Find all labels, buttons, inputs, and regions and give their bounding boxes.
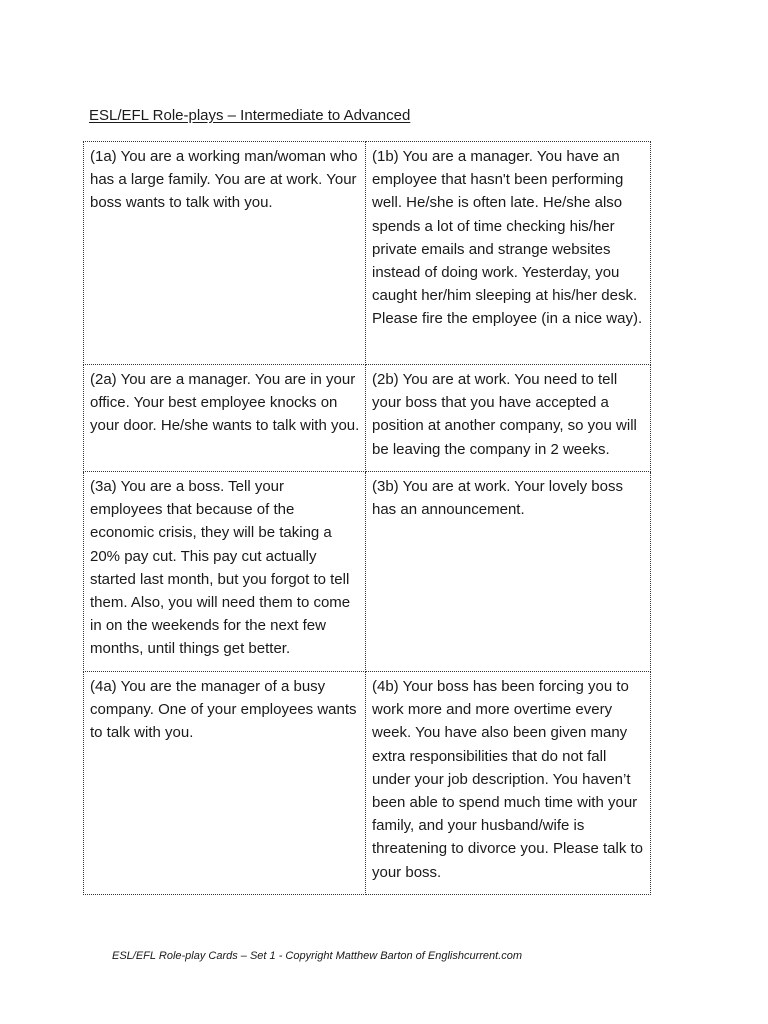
card-row-1 <box>84 142 651 365</box>
card-2b: (2b) You are at work. You need to tell your boss that you have accepted a position at another company, so you will be leaving the company in 2 weeks. <box>366 365 651 472</box>
page-title: ESL/EFL Role-plays – Intermediate to Advanced <box>89 107 411 124</box>
card-3a: (3a) You are a boss. Tell your employees that because of the economic crisis, they will be taking a 20% pay cut. This pay cut actually started last month, but you forgot to tell them. Also, you will need them to come in on the weekends for the next few months, until things get better. <box>84 472 366 672</box>
card-row-2 <box>84 365 651 472</box>
card-2a: (2a) You are a manager. You are in your office. Your best employee knocks on your door. He/she wants to talk with you. <box>84 365 366 472</box>
card-row-4 <box>84 672 651 895</box>
card-row-3 <box>84 472 651 672</box>
card-1a: (1a) You are a working man/woman who has a large family. You are at work. Your boss wants to talk with you. <box>84 142 366 365</box>
card-3b: (3b) You are at work. Your lovely boss has an announcement. <box>366 472 651 672</box>
card-4b: (4b) Your boss has been forcing you to work more and more overtime every week. You have also been given many extra responsibilities that do not fall under your job description. You haven’t been able to spend much time with your family, and your husband/wife is threatening to divorce you. Please talk to your boss. <box>366 672 651 895</box>
card-1b: (1b) You are a manager. You have an employee that hasn't been performing well. He/she is often late. He/she also spends a lot of time checking his/her private emails and strange websites instead of doing work. Yesterday, you caught her/him sleeping at his/her desk. Please fire the employee (in a nice way). <box>366 142 651 365</box>
role-play-cards-table <box>83 141 651 895</box>
page-footer: ESL/EFL Role-play Cards – Set 1 - Copyright Matthew Barton of Englishcurrent.com <box>112 950 523 962</box>
card-4a: (4a) You are the manager of a busy company. One of your employees wants to talk with you. <box>84 672 366 895</box>
